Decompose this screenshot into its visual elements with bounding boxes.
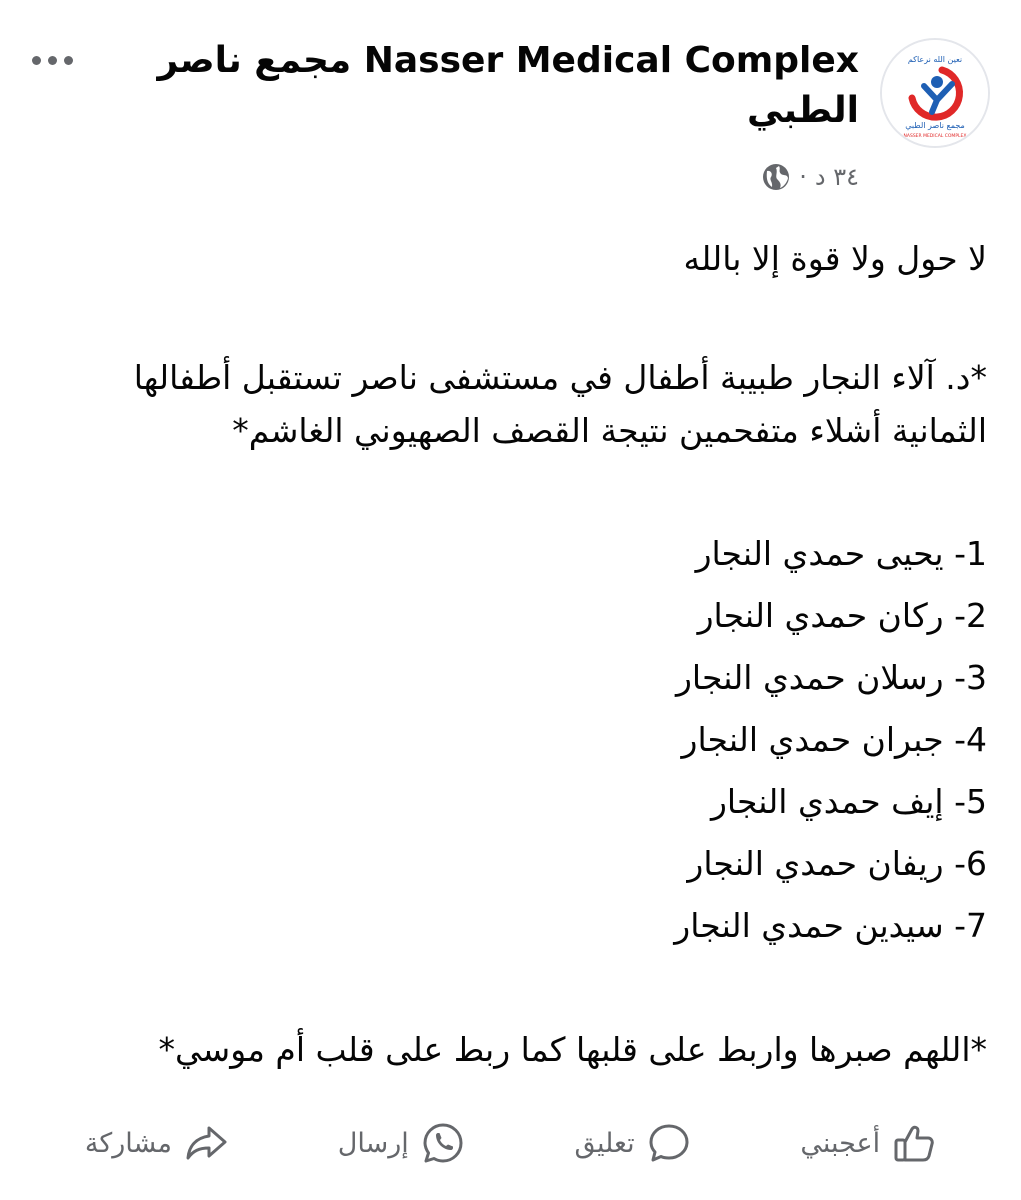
list-item: 1- يحيى حمدي النجار: [695, 534, 987, 573]
page-name-link[interactable]: Nasser Medical Complex مجمع ناصر الطبي: [157, 40, 859, 131]
send-label: إرسال: [337, 1127, 409, 1159]
list-item: 5- إيف حمدي النجار: [711, 782, 987, 821]
list-item: 6- ريفان حمدي النجار: [687, 844, 987, 883]
globe-icon: [761, 162, 791, 192]
thumbs-up-icon: [892, 1121, 936, 1165]
share-arrow-icon: [184, 1121, 228, 1165]
page-avatar[interactable]: [882, 40, 988, 146]
post-timestamp[interactable]: ٣٤ د: [814, 163, 859, 191]
more-dot: [48, 56, 57, 65]
post-paragraph: *د. آلاء النجار طبيبة أطفال في مستشفى ناصر تستقبل أطفالها الثمانية أشلاء متفحمين نتيجة القصف الصهيوني الغاشم*: [133, 358, 987, 450]
more-options-button[interactable]: [22, 40, 82, 80]
logo-en-text: NASSER MEDICAL COMPLEX: [903, 134, 967, 139]
post-meta: [761, 162, 859, 192]
list-item: 3- رسلان حمدي النجار: [676, 658, 987, 697]
share-button[interactable]: [85, 1121, 228, 1165]
logo-icon: [882, 40, 988, 146]
list-item: 2- ركان حمدي النجار: [697, 596, 987, 635]
logo-bottom-text: مجمع ناصر الطبي: [905, 121, 965, 130]
post-actions-bar: [0, 1108, 1021, 1178]
meta-separator: ·: [799, 163, 807, 191]
post-line-1: لا حول ولا قوة إلا بالله: [683, 239, 987, 278]
send-button[interactable]: [338, 1121, 465, 1165]
more-dot: [32, 56, 41, 65]
comment-bubble-icon: [647, 1121, 691, 1165]
comment-label: تعليق: [574, 1127, 635, 1159]
list-item: 7- سيدين حمدي النجار: [674, 906, 987, 945]
like-button[interactable]: [800, 1121, 936, 1165]
post-closing: *اللهم صبرها واربط على قلبها كما ربط على قلب أم موسي*: [158, 1030, 987, 1069]
logo-top-text: نعين الله نرعاكم: [907, 55, 963, 64]
post-text: [60, 232, 987, 1076]
whatsapp-icon: [421, 1121, 465, 1165]
comment-button[interactable]: [574, 1121, 690, 1165]
share-label: مشاركة: [84, 1127, 173, 1159]
like-label: أعجبني: [800, 1127, 881, 1159]
more-dot: [64, 56, 73, 65]
list-item: 4- جبران حمدي النجار: [681, 720, 987, 759]
